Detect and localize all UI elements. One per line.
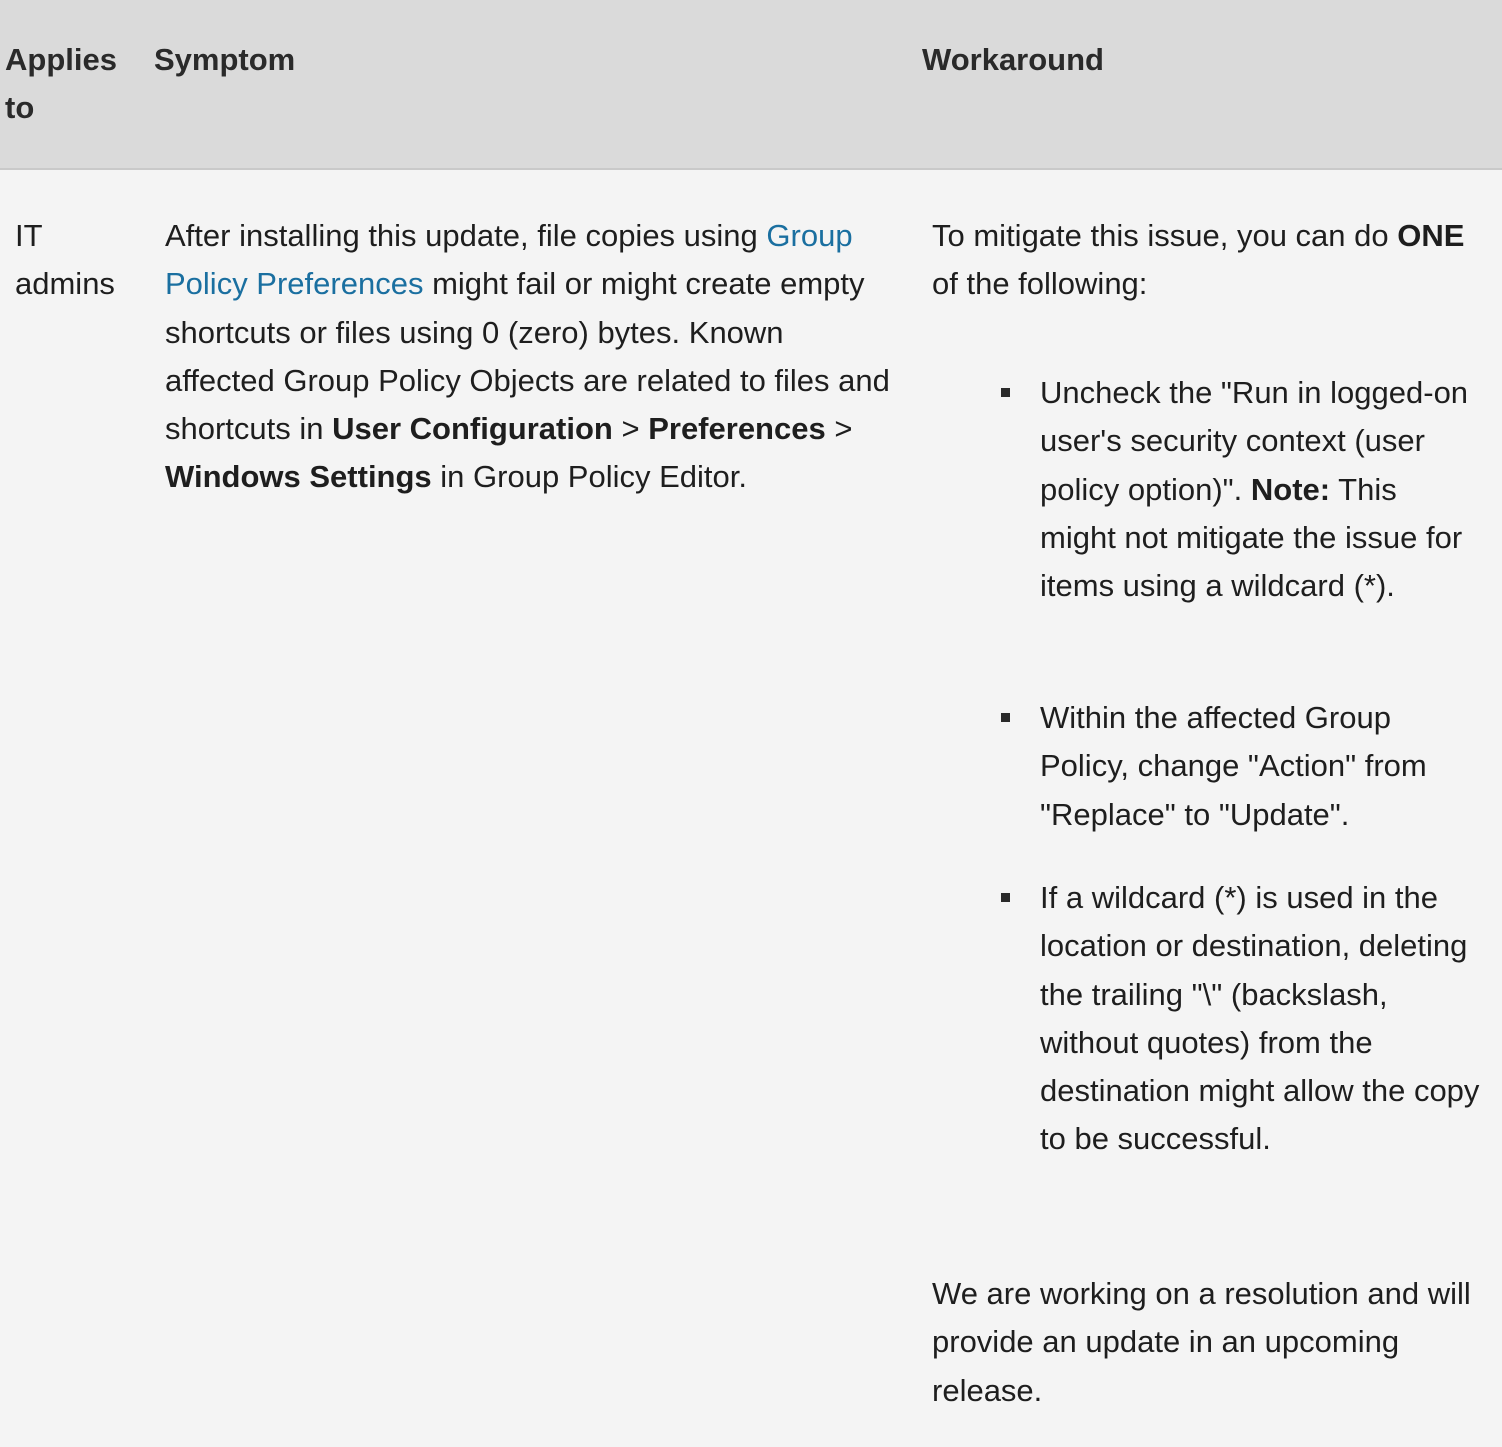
symptom-text: in Group Policy Editor. (431, 459, 747, 495)
square-bullet-icon (1001, 713, 1010, 722)
path-separator: > (825, 411, 853, 447)
table-header-row (0, 0, 1502, 170)
list-item-text: If a wildcard (*) is used in the location or destination, deleting the trailing "\" (backslash, without quotes) from the destination might allow the copy to be successful. (1040, 880, 1480, 1157)
path-separator: > (612, 411, 649, 447)
symptom-text: might fail or might create empty shortcuts or files using 0 (zero) bytes. Known affected Group Policy Objects are related to files and shortcuts in (165, 266, 890, 447)
list-item (1040, 694, 1480, 839)
workaround-intro-bold: ONE (1397, 218, 1465, 253)
square-bullet-icon (1001, 388, 1010, 397)
list-item-text: Uncheck the "Run in logged-on user's security context (user policy option)". (1040, 375, 1469, 507)
header-workaround: Workaround (922, 42, 1104, 77)
workaround-intro-text: To mitigate this issue, you can do (932, 218, 1398, 253)
header-applies-to: Applies to (5, 42, 117, 125)
list-item (1040, 369, 1480, 610)
note-text: This might not mitigate the issue for items using a wildcard (*). (1040, 471, 1463, 604)
note-label: Note: (1250, 471, 1331, 507)
list-item-text: Within the affected Group Policy, change "Action" from "Replace" to "Update". (1040, 700, 1427, 832)
user-configuration-path: User Configuration (332, 411, 613, 447)
group-policy-preferences-link[interactable]: Group Policy Preferences (165, 218, 853, 302)
cell-applies-to: IT admins (15, 218, 115, 302)
workaround-closing: We are working on a resolution and will provide an update in an upcoming release. (932, 1276, 1471, 1408)
header-symptom: Symptom (154, 42, 296, 77)
square-bullet-icon (1001, 893, 1010, 902)
list-item (1040, 874, 1480, 1164)
symptom-text: After installing this update, file copies using (165, 218, 767, 253)
preferences-path: Preferences (648, 411, 826, 447)
windows-settings-path: Windows Settings (165, 459, 432, 495)
cell-workaround-intro (932, 212, 1492, 309)
cell-symptom (165, 212, 900, 502)
workaround-intro-text: of the following: (932, 266, 1148, 302)
